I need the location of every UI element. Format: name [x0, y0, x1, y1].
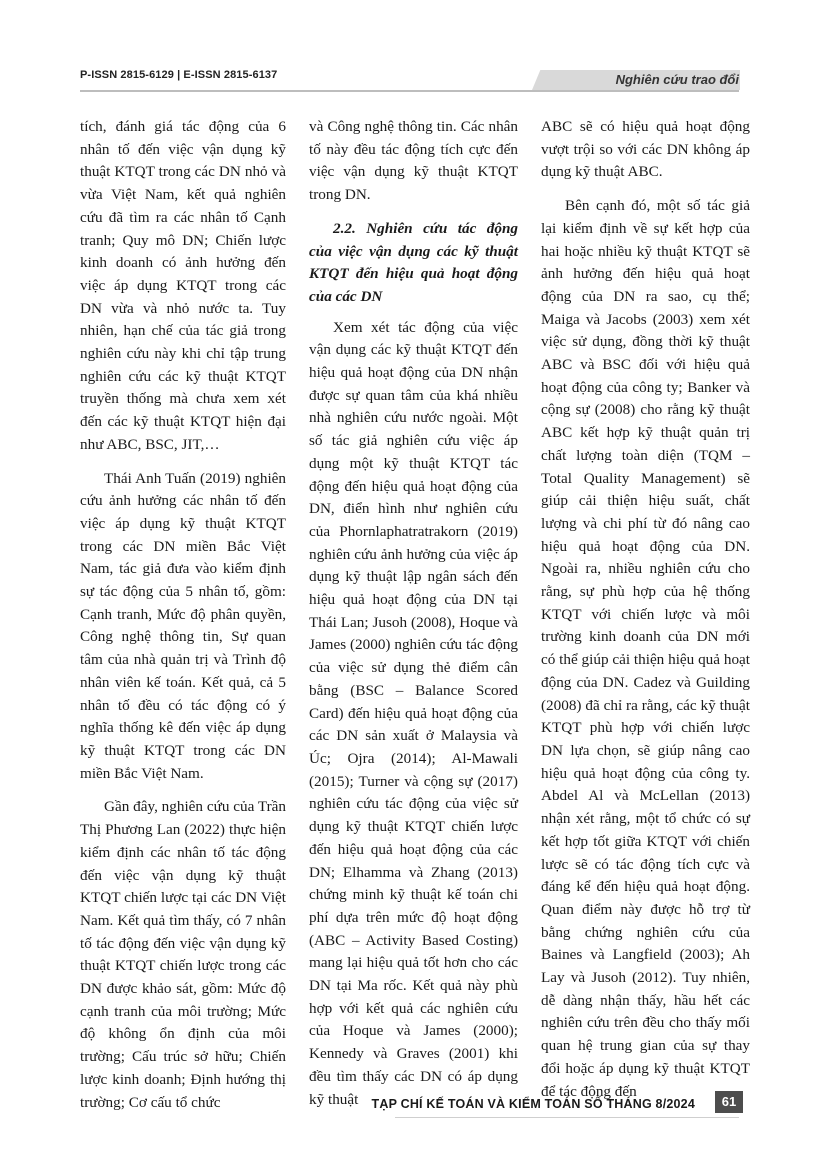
paragraph: và Công nghệ thông tin. Các nhân tố này đều tác động tích cực đến việc vận dụng kỹ thuật KTQT trong DN.	[309, 118, 518, 204]
journal-footer: TẠP CHÍ KẾ TOÁN VÀ KIỂM TOÁN SỐ THÁNG 8/2024	[371, 1097, 695, 1111]
section-heading: 2.2. Nghiên cứu tác động của việc vận dụng các kỹ thuật KTQT đến hiệu quả hoạt động của các DN	[309, 219, 518, 305]
header-rule	[80, 90, 739, 92]
paragraph: Xem xét tác động của việc vận dụng các kỹ thuật KTQT đến hiệu quả hoạt động của DN nhận được sự quan tâm của khá nhiều nhà nghiên cứu nước ngoài. Một số tác giả nghiên cứu việc áp dụng một kỹ thuật KTQT tác động đến hiệu quả hoạt động của DN, điển hình như nghiên cứu của Phornlaphatratrakorn (2019) nghiên cứu ảnh hưởng của việc áp dụng kỹ thuật lập ngân sách đến hiệu quả hoạt động của DN tại Thái Lan; Jusoh (2008), Hoque và James (2000) nghiên cứu tác động của việc sử dụng thẻ điểm cân bằng (BSC – Balance Scored Card) đến hiệu quả hoạt động của các DN sản xuất ở Malaysia và Úc; Ojra (2014); Al-Mawali (2015); Turner và cộng sự (2017) nghiên cứu tác động của việc sử dụng kỹ thuật KTQT chiến lược đến hiệu quả hoạt động của các DN; Elhamma và Zhang (2013) chứng minh kỹ thuật kế toán chi phí dựa trên mức độ hoạt động (ABC – Activity Based Costing) mang lại hiệu quả tốt hơn cho các DN tại Ma rốc. Kết quả này phù hợp với kết quả các nghiên cứu của Hoque và James (2000); Kennedy và Graves (2001) khi đều tìm thấy các DN có áp dụng kỹ thuật	[309, 318, 518, 1108]
column-middle	[309, 116, 518, 1122]
paragraph: tích, đánh giá tác động của 6 nhân tố đến việc vận dụng kỹ thuật KTQT trong các DN nhỏ và vừa Việt Nam, kết quả nghiên cứu đã tìm ra các nhân tố Cạnh tranh; Quy mô DN; Chiến lược kinh doanh có ảnh hưởng đến việc áp dụng KTQT trong các DN vừa và nhỏ nước ta. Tuy nhiên, hạn chế của tác giả trong nghiên cứu này khi chỉ tập trung nghiên cứu các kỹ thuật KTQT truyền thống mà chưa xem xét đến các kỹ thuật KTQT hiện đại như ABC, BSC, JIT,…	[80, 118, 286, 453]
paragraph: Thái Anh Tuấn (2019) nghiên cứu ảnh hưởng các nhân tố đến việc áp dụng kỹ thuật KTQT trong các DN miền Bắc Việt Nam, tác giả đưa vào kiểm định sự tác động của 5 nhân tố, gồm: Cạnh tranh, Mức độ phân quyền, Công nghệ thông tin, Sự quan tâm của nhà quản trị và Trình độ nhân viên kế toán. Kết quả, cả 5 nhân tố đều có tác động có ý nghĩa thống kê đến việc áp dụng kỹ thuật KTQT trong các DN miền Bắc Việt Nam.	[80, 469, 286, 782]
column-left	[80, 116, 286, 1125]
paragraph: Gần đây, nghiên cứu của Trần Thị Phương Lan (2022) thực hiện kiểm định các nhân tố tác động đến việc vận dụng kỹ thuật KTQT chiến lược tại các DN Việt Nam. Kết quả tìm thấy, có 7 nhân tố tác động đến việc vận dụng kỹ thuật KTQT chiến lược trong các DN được khảo sát, gồm: Mức độ cạnh tranh của môi trường; Mức độ không ổn định của môi trường; Cấu trúc sở hữu; Chiến lược kinh doanh; Định hướng thị trường; Cơ cấu tổ chức	[80, 798, 286, 1111]
column-right	[541, 116, 750, 1114]
paragraph: Bên cạnh đó, một số tác giả lại kiểm định về sự kết hợp của hai hoặc nhiều kỹ thuật KTQT sẽ ảnh hưởng đến hiệu quả hoạt động của DN ra sao, cụ thể; Maiga và Jacobs (2003) xem xét việc sử dụng, đồng thời kỹ thuật ABC và BSC đối với hiệu quả hoạt động của công ty; Banker và cộng sự (2008) cho rằng kỹ thuật ABC kết hợp kỹ thuật quản trị chất lượng toàn diện (TQM – Total Quality Management) sẽ giúp cải thiện hiệu suất, chất lượng và chi phí từ đó nâng cao hiệu quả hoạt động của DN. Ngoài ra, nhiều nghiên cứu cho rằng, sự phù hợp của hệ thống KTQT với chiến lược và môi trường kinh doanh của DN mới có thể giúp cải thiện hiệu quả hoạt động của DN. Cadez và Guilding (2008) đã chỉ ra rằng, các kỹ thuật KTQT phù hợp với chiến lược DN lựa chọn, sẽ giúp nâng cao hiệu quả hoạt động của công ty. Abdel Al và McLellan (2013) nhận xét rằng, một tổ chức có sự kết hợp tốt giữa KTQT với chiến lược sẽ có tác động tích cực và đáng kể đến hiệu quả hoạt động. Quan điểm này được hỗ trợ từ bằng chứng nghiên cứu của Baines và Langfield (2003); Ah Lay và Jusoh (2012). Tuy nhiên, dễ dàng nhận thấy, hầu hết các nghiên cứu trên đều cho thấy mối quan hệ trung gian của sự thay đổi hoặc áp dụng kỹ thuật KTQT để tác động đến	[541, 197, 750, 1100]
page-number: 61	[715, 1091, 743, 1113]
issn-line: P-ISSN 2815-6129 | E-ISSN 2815-6137	[80, 69, 278, 81]
section-title: Nghiên cứu trao đổi	[615, 72, 739, 87]
paragraph: ABC sẽ có hiệu quả hoạt động vượt trội so với các DN không áp dụng kỹ thuật ABC.	[541, 118, 750, 181]
footer-rule	[395, 1117, 739, 1118]
